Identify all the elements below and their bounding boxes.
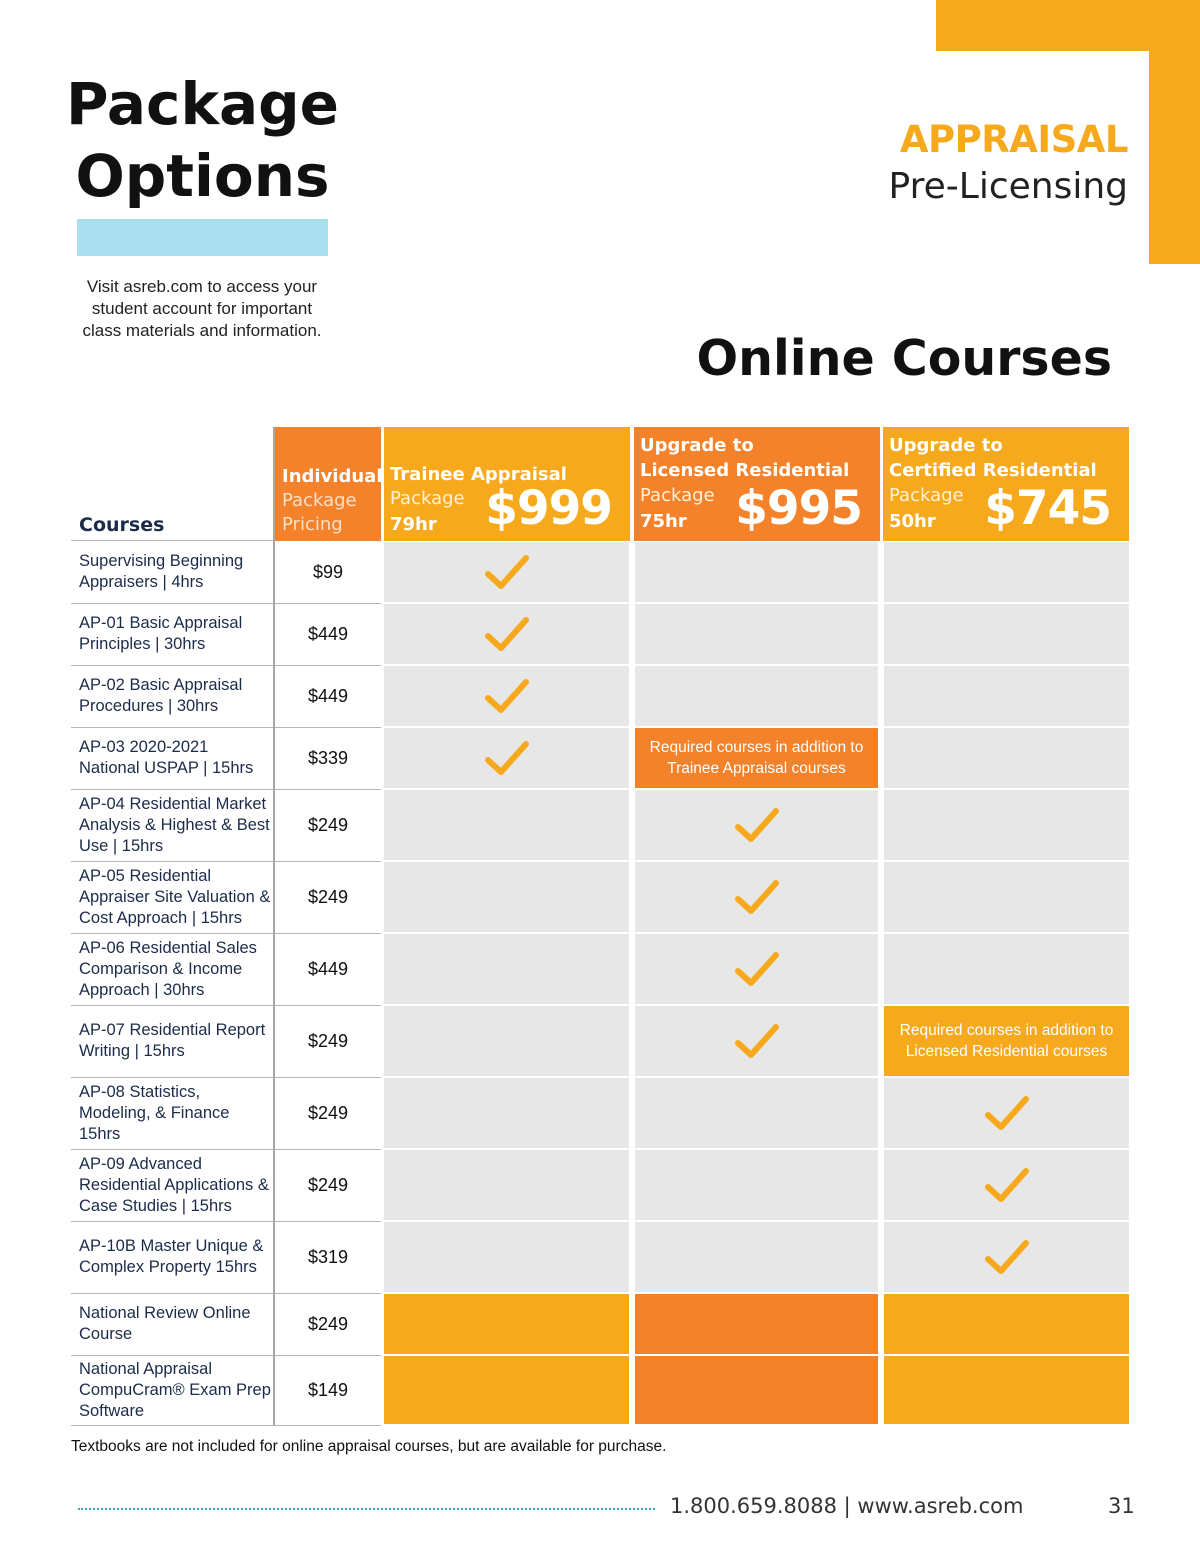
empty-cell (635, 542, 878, 602)
empty-cell (884, 934, 1129, 1004)
corner-accent-side (1149, 51, 1200, 264)
intro-line2: student account for important (91, 299, 313, 318)
check-icon (484, 676, 530, 716)
empty-cell (384, 1006, 629, 1076)
included-cell (635, 1294, 878, 1354)
empty-cell (635, 604, 878, 664)
empty-cell (384, 862, 629, 932)
course-name: AP-03 2020-2021 National USPAP | 15hrs (79, 738, 254, 777)
column-divider (273, 427, 275, 1426)
page-title (55, 68, 350, 212)
corner-accent-top (936, 0, 1200, 51)
course-name: AP-05 Residential Appraiser Site Valuation & Cost Approach | 15hrs (79, 866, 271, 927)
package-hours: 75hr (640, 511, 687, 532)
course-price: $249 (307, 886, 349, 907)
category-label: APPRAISAL (899, 118, 1128, 161)
individual-header-line3: Pricing (282, 514, 343, 535)
empty-cell (884, 862, 1129, 932)
empty-cell (384, 1222, 629, 1292)
check-icon (984, 1165, 1030, 1205)
intro-text (62, 276, 342, 342)
course-price: $319 (307, 1246, 349, 1267)
contact-info: 1.800.659.8088 | www.asreb.com (670, 1494, 1024, 1518)
included-cell (884, 1294, 1129, 1354)
package-name: Trainee Appraisal (390, 464, 567, 485)
package-name-line1: Upgrade to (889, 435, 1003, 456)
empty-cell (884, 604, 1129, 664)
course-name: National Appraisal CompuCram® Exam Prep Software (79, 1359, 271, 1420)
page-title-line2: Options (75, 142, 330, 210)
check-icon (484, 552, 530, 592)
course-name: AP-08 Statistics, Modeling, & Finance 15hrs (79, 1082, 230, 1143)
course-name: AP-04 Residential Market Analysis & Highest & Best Use | 15hrs (79, 794, 270, 855)
course-price: $249 (307, 814, 349, 835)
package-header-trainee (384, 427, 630, 541)
package-sub: Package (390, 488, 465, 509)
package-sub: Package (889, 485, 964, 506)
course-price: $249 (307, 1030, 349, 1051)
empty-cell (884, 666, 1129, 726)
header-divider (71, 540, 275, 541)
empty-cell (635, 1150, 878, 1220)
package-hours: 79hr (390, 514, 437, 535)
check-icon (734, 1021, 780, 1061)
course-name: AP-02 Basic Appraisal Procedures | 30hrs (79, 676, 243, 715)
course-name: National Review Online Course (79, 1304, 251, 1343)
package-price: $995 (735, 481, 862, 536)
empty-cell (635, 1078, 878, 1148)
course-price: $249 (307, 1174, 349, 1195)
page-title-line1: Package (65, 70, 340, 138)
package-price: $999 (485, 481, 612, 536)
course-price: $449 (307, 623, 349, 644)
check-icon (484, 738, 530, 778)
empty-cell (384, 934, 629, 1004)
empty-cell (635, 1222, 878, 1292)
check-icon (734, 805, 780, 845)
check-icon (484, 614, 530, 654)
individual-header-line1: Individual (282, 466, 383, 487)
package-header-certified (883, 427, 1129, 541)
row-divider (71, 1425, 381, 1426)
empty-cell (884, 542, 1129, 602)
included-cell (384, 1356, 629, 1424)
course-price: $449 (307, 958, 349, 979)
footer-dotted-rule (78, 1508, 655, 1510)
package-name: Certified Residential (889, 460, 1097, 481)
course-name: AP-10B Master Unique & Complex Property 15hrs (79, 1237, 264, 1276)
package-name-line1: Upgrade to (640, 435, 754, 456)
empty-cell (384, 790, 629, 860)
included-cell (884, 1356, 1129, 1424)
subcategory-label: Pre-Licensing (888, 166, 1128, 207)
course-name: AP-01 Basic Appraisal Principles | 30hrs (79, 614, 243, 653)
check-icon (984, 1237, 1030, 1277)
course-price: $249 (307, 1102, 349, 1123)
empty-cell (635, 666, 878, 726)
check-icon (734, 877, 780, 917)
course-name: AP-06 Residential Sales Comparison & Income Approach | 30hrs (79, 938, 257, 999)
empty-cell (884, 728, 1129, 788)
included-cell (635, 1356, 878, 1424)
intro-line3: class materials and information. (82, 321, 322, 340)
individual-pricing-header (275, 427, 381, 541)
course-price: $249 (307, 1313, 349, 1334)
check-icon (984, 1093, 1030, 1133)
individual-header-line2: Package (282, 490, 357, 511)
intro-line1: Visit asreb.com to access your (86, 277, 318, 296)
package-price: $745 (984, 481, 1111, 536)
check-icon (734, 949, 780, 989)
certified-required-note: Required courses in addition to Licensed Residential courses (884, 1006, 1129, 1076)
licensed-required-note: Required courses in addition to Trainee Appraisal courses (635, 728, 878, 788)
title-underline-bar (77, 219, 328, 256)
course-name: Supervising Beginning Appraisers | 4hrs (79, 552, 244, 591)
textbook-footnote: Textbooks are not included for online appraisal courses, but are available for purchase. (71, 1438, 667, 1455)
course-price: $149 (307, 1379, 349, 1400)
course-price: $339 (307, 747, 349, 768)
course-price: $449 (307, 685, 349, 706)
page-number: 31 (1108, 1494, 1135, 1518)
package-header-licensed (634, 427, 880, 541)
empty-cell (384, 1078, 629, 1148)
course-name: AP-09 Advanced Residential Applications & Case Studies | 15hrs (79, 1154, 269, 1215)
empty-cell (384, 1150, 629, 1220)
included-cell (384, 1294, 629, 1354)
section-title: Online Courses (696, 330, 1112, 387)
empty-cell (884, 790, 1129, 860)
package-hours: 50hr (889, 511, 936, 532)
courses-column-header: Courses (79, 514, 165, 536)
package-sub: Package (640, 485, 715, 506)
package-name: Licensed Residential (640, 460, 850, 481)
course-name: AP-07 Residential Report Writing | 15hrs (79, 1021, 266, 1060)
course-price: $99 (312, 561, 344, 582)
